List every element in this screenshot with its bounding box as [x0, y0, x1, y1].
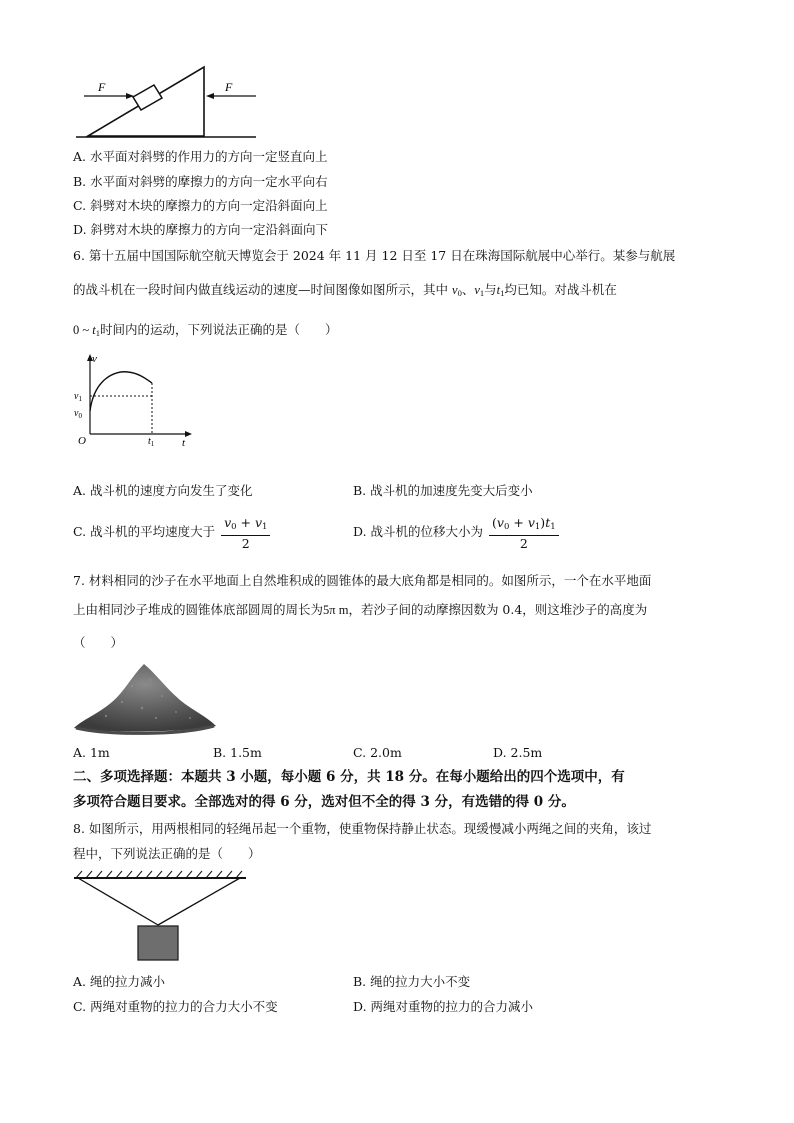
- q6-option-a: A. 战斗机的速度方向发生了变化: [73, 483, 253, 498]
- q7-stem-text-a: 上由相同沙子堆成的圆锥体底部圆周的周长为: [73, 602, 324, 617]
- hanging-weight-figure: [72, 868, 248, 964]
- q7-option-c: C. 2.0m: [353, 745, 402, 760]
- q6-var-v0: $v_0$: [452, 283, 462, 298]
- q6-interval: 0 ~ $t_1$: [73, 323, 100, 338]
- force-label-left: F: [98, 80, 106, 94]
- q7-option-b: B. 1.5m: [213, 745, 262, 760]
- q8-option-d: D. 两绳对重物的拉力的合力减小: [353, 999, 534, 1014]
- q8-stem-line-1: 8. 如图所示，用两根相同的轻绳吊起一个重物，使重物保持静止状态。现缓慢减小两绳之间的夹角，该过: [73, 821, 652, 836]
- q6-stem-text-c: 时间内的运动，下列说法正确的是（ ）: [100, 322, 338, 337]
- q7-stem-line-1: 7. 材料相同的沙子在水平地面上自然堆积成的圆锥体的最大底角都是相同的。如图所示，一个在水平地面: [73, 573, 652, 588]
- t1-tick-letter: t: [148, 436, 151, 446]
- x-axis-label: t: [182, 437, 186, 446]
- weight-block: [138, 926, 178, 960]
- q5-option-c: C. 斜劈对木块的摩擦力的方向一定沿斜面向上: [73, 198, 328, 213]
- q6-stem-line-2: [73, 281, 617, 302]
- q6-stem-line-3: [73, 321, 338, 342]
- section-2-heading-line-2: 多项符合题目要求。全部选对的得 6 分，选对但不全的得 3 分，有选错的得 0 分。: [73, 794, 575, 810]
- x-axis-arrow: [185, 431, 192, 437]
- v1-tick-letter: v: [74, 391, 79, 402]
- rope-left: [78, 878, 158, 925]
- q6-option-d-fraction: $\frac{(v_0 + v_1)t_1}{2}$: [489, 515, 559, 551]
- q6-option-d-text: D. 战斗机的位移大小为: [353, 524, 484, 539]
- q8-stem-line-2: 程中，下列说法正确的是（ ）: [73, 846, 261, 861]
- q8-option-a: A. 绳的拉力减小: [73, 974, 165, 989]
- section-2-heading-line-1: 二、多项选择题：本题共 3 小题，每小题 6 分，共 18 分。在每小题给出的四个选项中，有: [73, 769, 625, 785]
- q8-option-b: B. 绳的拉力大小不变: [353, 974, 471, 989]
- v0-tick-letter: v: [74, 408, 79, 419]
- sand-pile-image: [72, 656, 218, 736]
- q6-var-t1: $t_1$: [496, 283, 505, 298]
- q7-stem-text-b: ，若沙子间的动摩擦因数为 0.4，则这堆沙子的高度为: [348, 602, 648, 617]
- q7-circumference: 5π m: [323, 603, 349, 617]
- q8-option-c: C. 两绳对重物的拉力的合力大小不变: [73, 999, 278, 1014]
- t1-tick-label: $t_1$: [148, 436, 155, 446]
- velocity-curve: [90, 372, 152, 411]
- origin-label: O: [78, 435, 86, 446]
- v0-tick-label: $v_0$: [74, 408, 82, 420]
- q6-option-d: [353, 514, 561, 551]
- q7-stem-line-2: [73, 601, 647, 619]
- q6-stem-text-a: 的战斗机在一段时间内做直线运动的速度—时间图像如图所示，其中: [73, 282, 449, 297]
- q6-sep-1: 、: [461, 282, 475, 297]
- incline-figure: [70, 60, 260, 142]
- q6-var-v1: $v_1$: [474, 283, 485, 298]
- sand-pile: [74, 664, 216, 732]
- velocity-time-graph: [72, 352, 198, 446]
- q5-option-a: A. 水平面对斜劈的作用力的方向一定竖直向上: [73, 149, 328, 164]
- q6-option-c-fraction: $\frac{v_0 + v_1}{2}$: [221, 515, 270, 551]
- force-arrowhead-right: [206, 93, 214, 99]
- q6-option-c-text: C. 战斗机的平均速度大于: [73, 524, 216, 539]
- q7-stem-line-3: （ ）: [73, 635, 124, 650]
- q5-option-d: D. 斜劈对木块的摩擦力的方向一定沿斜面向下: [73, 222, 329, 237]
- q6-stem-text-b: 均已知。对战斗机在: [504, 282, 617, 297]
- q7-option-a: A. 1m: [73, 745, 110, 760]
- q6-option-c: [73, 514, 272, 551]
- q6-stem-line-1: 6. 第十五届中国国际航空航天博览会于 2024 年 11 月 12 日至 17 日在珠海国际航展中心举行。某参与航展: [73, 248, 676, 263]
- q7-option-d: D. 2.5m: [493, 745, 543, 760]
- q5-option-b: B. 水平面对斜劈的摩擦力的方向一定水平向右: [73, 174, 328, 189]
- rope-right: [158, 878, 240, 925]
- y-axis-label: v: [92, 353, 97, 365]
- force-label-right: F: [225, 80, 233, 94]
- v1-tick-label: $v_1$: [74, 391, 82, 403]
- ceiling-hatching: [76, 871, 242, 878]
- q6-sep-2: 与: [484, 282, 497, 297]
- q6-option-b: B. 战斗机的加速度先变大后变小: [353, 483, 533, 498]
